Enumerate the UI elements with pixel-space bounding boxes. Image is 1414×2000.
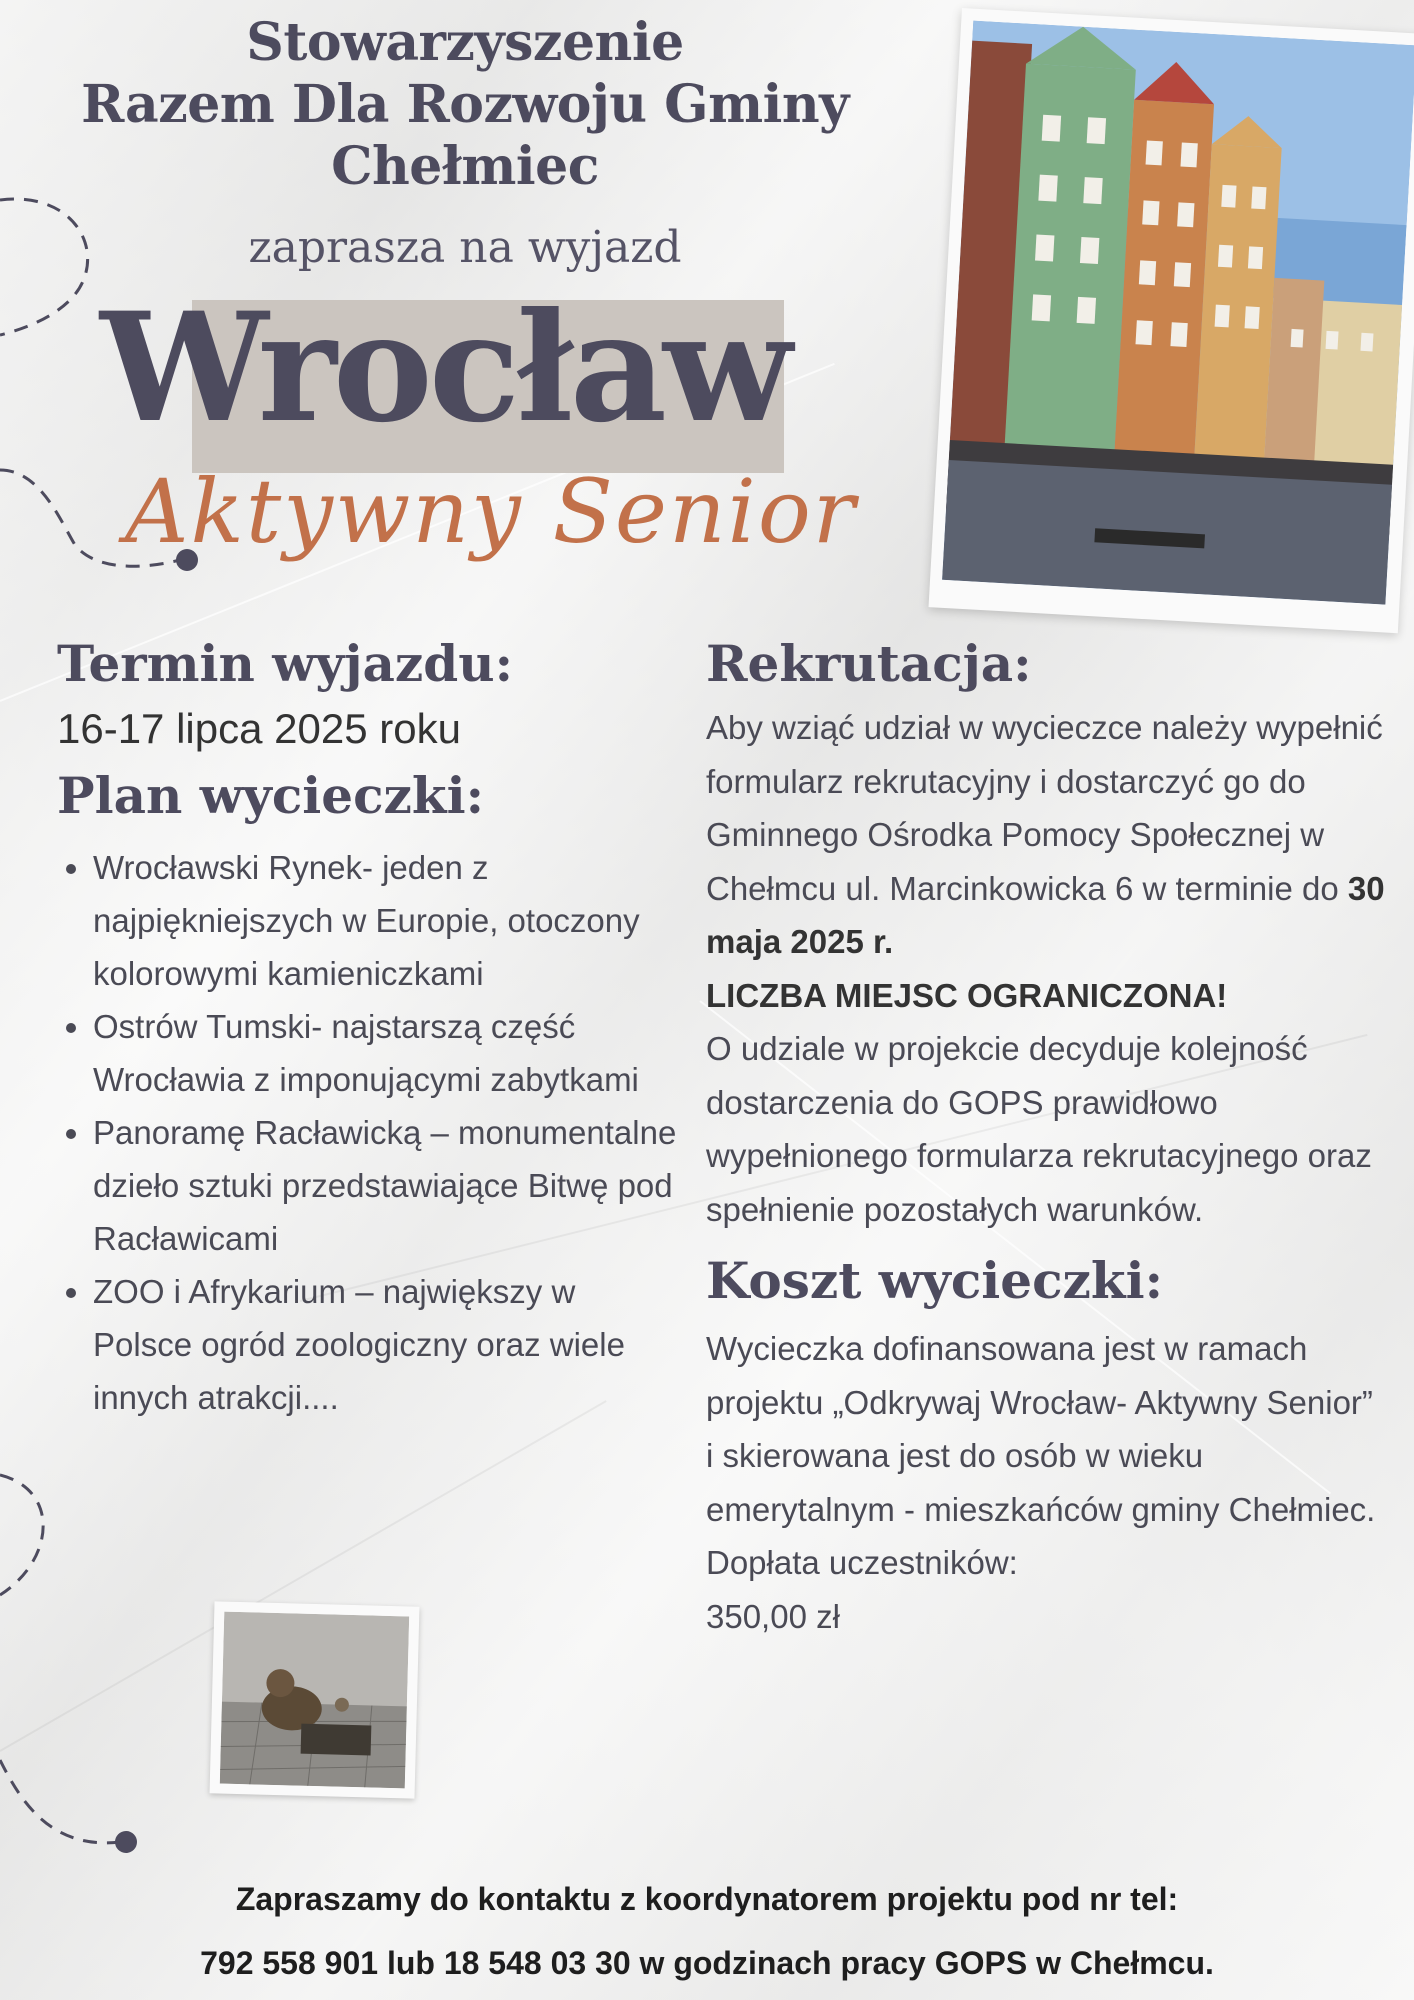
contact-line-1: Zapraszamy do kontaktu z koordynatorem projektu pod nr tel:: [235, 1881, 1179, 1917]
plan-heading: Plan wycieczki:: [57, 766, 485, 825]
list-item: • Panoramę Racławicką – monumentalne dzieło sztuki przedstawiające Bitwę pod Racławicami: [93, 1106, 677, 1265]
dot-icon: [115, 1831, 137, 1853]
date-heading: Termin wyjazdu:: [57, 634, 514, 693]
order-text: O udziale w projekcie decyduje kolejność dostarczenia do GOPS prawidłowo wypełnionego formularza rekrutacyjnego oraz spełnienie pozostałych warunków.: [706, 1030, 1372, 1228]
subtitle-script: Aktywny Senior: [125, 460, 857, 563]
invite-text: zaprasza na wyjazd: [248, 222, 682, 273]
page-title: Wrocław: [100, 280, 789, 456]
recruitment-paragraph: [706, 701, 1386, 969]
fee-value: 350,00 zł: [706, 1597, 840, 1635]
limited-places: LICZBA MIEJSC OGRANICZONA!: [706, 976, 1228, 1014]
left-column: [57, 633, 677, 1424]
wroclaw-market-photo: [929, 8, 1414, 633]
recruitment-heading: Rekrutacja:: [706, 634, 1032, 693]
recruitment-text: Aby wziąć udział w wycieczce należy wypełnić formularz rekrutacyjny i dostarczyć go do Gminnego Ośrodka Pomocy Społecznej w Chełmcu ul. Marcinkowicka 6 w terminie do: [706, 709, 1383, 907]
right-column: [706, 633, 1386, 1643]
trip-date: 16-17 lipca 2025 roku: [57, 705, 461, 752]
recruitment-deadline: 30 maja 2025 r.: [706, 869, 1385, 960]
dwarf-statue-photo: [210, 1601, 420, 1798]
contact-line-2: 792 558 901 lub 18 548 03 30 w godzinach pracy GOPS w Chełmcu.: [200, 1945, 1214, 1981]
contact-footer: [0, 1867, 1414, 1995]
organization-title: Stowarzyszenie Razem Dla Rozwoju Gminy Chełmiec: [81, 12, 849, 197]
list-item: • ZOO i Afrykarium – największy w Polsce ogród zoologiczny oraz wiele innych atrakcji....: [93, 1265, 677, 1424]
list-item: • Wrocławski Rynek- jeden z najpiękniejszych w Europie, otoczony kolorowymi kamieniczkami: [93, 841, 677, 1000]
fee-label: Dopłata uczestników:: [706, 1544, 1018, 1581]
cost-heading: Koszt wycieczki:: [706, 1251, 1164, 1310]
plan-list: [57, 841, 677, 1424]
list-item: • Ostrów Tumski- najstarszą część Wrocławia z imponującymi zabytkami: [93, 1000, 677, 1106]
cost-text: Wycieczka dofinansowana jest w ramach projektu „Odkrywaj Wrocław- Aktywny Senior” i skierowana jest do osób w wieku emerytalnym - mieszkańców gminy Chełmiec.: [706, 1330, 1376, 1528]
limited-places-line: [706, 969, 1386, 1023]
